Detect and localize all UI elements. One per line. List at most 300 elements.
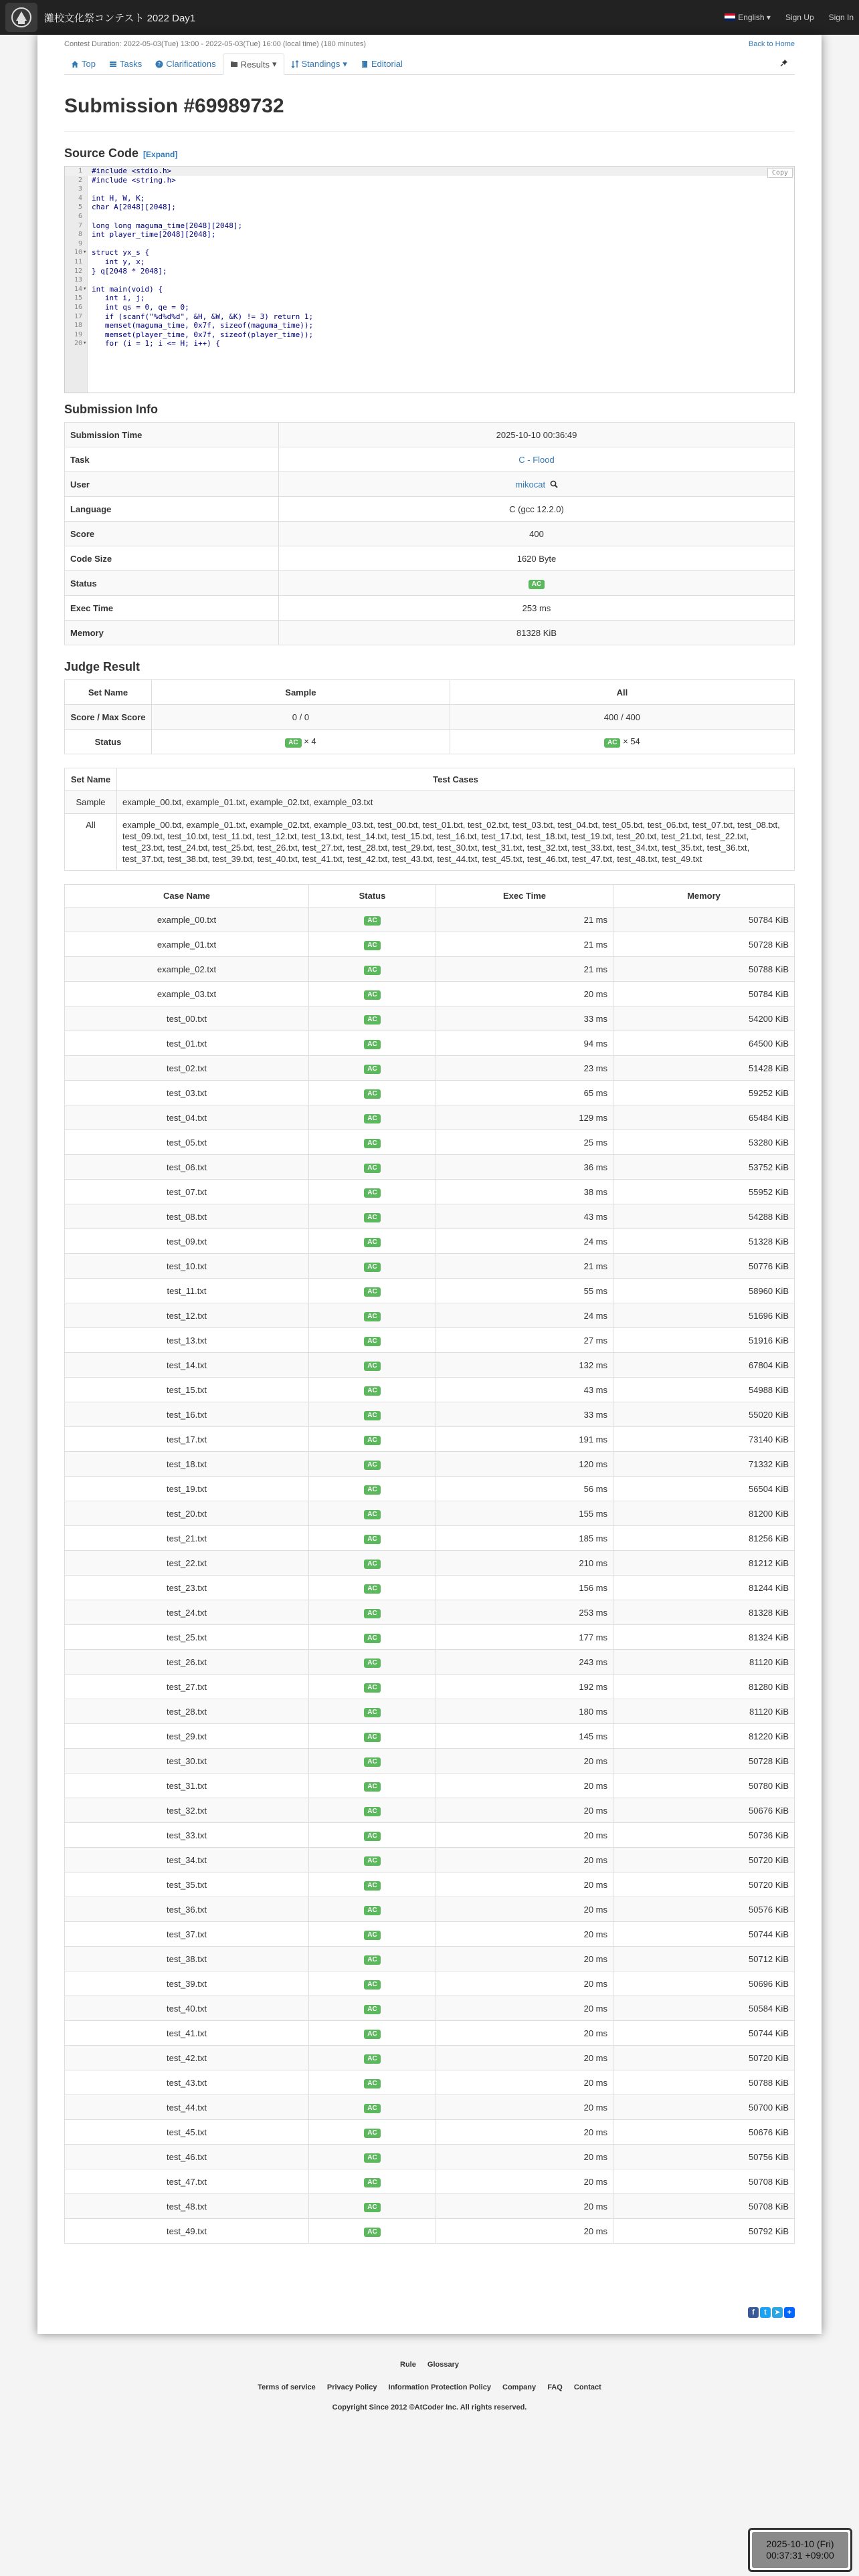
line-number: 20 [74, 340, 82, 348]
case-memory: 50676 KiB [613, 1798, 795, 1823]
table-row [65, 423, 795, 447]
table-row [65, 2219, 795, 2244]
table-row [65, 791, 795, 814]
sample-ac-count: × 4 [304, 736, 316, 746]
table-row [65, 1105, 795, 1130]
status-badge: AC [364, 2005, 380, 2014]
code-text: int player_time[2048][2048]; [92, 230, 216, 239]
atcoder-logo[interactable] [5, 3, 37, 32]
case-name: test_10.txt [65, 1254, 309, 1279]
case-name: test_47.txt [65, 2169, 309, 2194]
book-icon [361, 60, 369, 68]
case-name: test_23.txt [65, 1576, 309, 1600]
case-status-cell [309, 2095, 436, 2120]
case-memory: 67804 KiB [613, 1353, 795, 1378]
case-exec-time: 20 ms [436, 1749, 613, 1774]
case-status-cell [309, 907, 436, 932]
code-line [65, 294, 794, 303]
case-memory: 50728 KiB [613, 1749, 795, 1774]
case-status-cell [309, 1724, 436, 1749]
case-exec-time: 20 ms [436, 1947, 613, 1971]
code-line [65, 330, 794, 340]
task-link[interactable]: C - Flood [518, 454, 555, 465]
case-name: test_29.txt [65, 1724, 309, 1749]
score-row-label: Score / Max Score [65, 705, 152, 730]
code-text: long long maguma_time[2048][2048]; [92, 221, 243, 230]
case-name: test_11.txt [65, 1279, 309, 1303]
case-exec-time: 129 ms [436, 1105, 613, 1130]
case-status-cell [309, 2219, 436, 2244]
case-name: test_03.txt [65, 1081, 309, 1105]
case-name: test_35.txt [65, 1872, 309, 1897]
case-memory: 53280 KiB [613, 1130, 795, 1155]
status-badge: AC [364, 2054, 380, 2064]
sign-up-link[interactable]: Sign Up [785, 13, 814, 22]
table-row [65, 1749, 795, 1774]
case-name: example_01.txt [65, 932, 309, 957]
case-exec-time: 20 ms [436, 2194, 613, 2219]
status-badge: AC [364, 1832, 380, 1841]
case-name-header: Case Name [65, 885, 309, 907]
status-badge: AC [364, 1312, 380, 1321]
case-name: test_37.txt [65, 1922, 309, 1947]
sample-set-name: Sample [65, 791, 117, 814]
table-row [65, 2046, 795, 2070]
facebook-icon[interactable]: f [748, 2307, 759, 2318]
case-exec-time: 20 ms [436, 1897, 613, 1922]
status-badge: AC [529, 580, 545, 589]
judge-result-heading: Judge Result [64, 660, 140, 673]
case-name: test_46.txt [65, 2145, 309, 2169]
code-text: } q[2048 * 2048]; [92, 266, 167, 276]
share-plus-icon[interactable]: + [784, 2307, 795, 2318]
clock-date: 2025-10-10 (Fri) [766, 2539, 834, 2549]
status-header: Status [309, 885, 436, 907]
contest-title[interactable]: 灘校文化祭コンテスト 2022 Day1 [44, 12, 196, 24]
status-badge: AC [364, 1634, 380, 1643]
copy-button[interactable]: Copy [767, 168, 793, 178]
case-exec-time: 36 ms [436, 1155, 613, 1180]
sort-icon [291, 60, 299, 68]
line-number: 15 [74, 294, 82, 302]
case-results-table [64, 884, 795, 2244]
case-exec-time: 20 ms [436, 2095, 613, 2120]
set-name-header: Set Name [65, 768, 117, 791]
fold-arrow-icon[interactable]: ▾ [83, 249, 87, 256]
table-row [65, 1774, 795, 1798]
tab-top[interactable] [64, 53, 102, 75]
case-exec-time: 253 ms [436, 1600, 613, 1625]
case-status-cell [309, 1303, 436, 1328]
case-status-cell [309, 2145, 436, 2169]
case-exec-time: 156 ms [436, 1576, 613, 1600]
table-row [65, 1081, 795, 1105]
case-exec-time: 20 ms [436, 2070, 613, 2095]
tab-editorial-label: Editorial [371, 59, 403, 69]
telegram-icon[interactable]: ➤ [772, 2307, 783, 2318]
list-icon [109, 60, 117, 68]
code-text: int H, W, K; [92, 193, 145, 203]
case-memory: 50788 KiB [613, 2070, 795, 2095]
footer-privacy-link[interactable]: Privacy Policy [326, 2383, 377, 2391]
case-memory: 50744 KiB [613, 1922, 795, 1947]
line-number: 17 [74, 312, 82, 320]
table-row [65, 2021, 795, 2046]
case-status-cell [309, 2021, 436, 2046]
case-name: test_04.txt [65, 1105, 309, 1130]
table-row [65, 1130, 795, 1155]
contest-nav-tabs [64, 53, 795, 75]
case-exec-time: 192 ms [436, 1675, 613, 1699]
sample-case-list: example_00.txt, example_01.txt, example_02.txt, example_03.txt [117, 791, 795, 814]
source-code-editor[interactable] [64, 166, 795, 393]
case-memory: 50720 KiB [613, 1872, 795, 1897]
case-name: test_32.txt [65, 1798, 309, 1823]
code-size-label: Code Size [65, 546, 279, 571]
case-memory: 50784 KiB [613, 907, 795, 932]
memory-header: Memory [613, 885, 795, 907]
case-status-cell [309, 1600, 436, 1625]
twitter-icon[interactable]: t [760, 2307, 771, 2318]
case-exec-time: 43 ms [436, 1204, 613, 1229]
case-exec-time: 20 ms [436, 2219, 613, 2244]
case-memory: 50576 KiB [613, 1897, 795, 1922]
code-text: for (i = 1; i <= H; i++) { [92, 339, 221, 348]
case-name: test_36.txt [65, 1897, 309, 1922]
case-status-cell [309, 1105, 436, 1130]
caret-down-icon: ▾ [343, 58, 347, 69]
status-badge: AC [364, 2129, 380, 2138]
case-exec-time: 243 ms [436, 1650, 613, 1675]
all-ac-count: × 54 [623, 736, 640, 746]
case-name: test_15.txt [65, 1378, 309, 1402]
case-status-cell [309, 1378, 436, 1402]
case-exec-time: 177 ms [436, 1625, 613, 1650]
status-badge: AC [364, 1436, 380, 1445]
case-memory: 50696 KiB [613, 1971, 795, 1996]
case-memory: 54988 KiB [613, 1378, 795, 1402]
case-name: test_24.txt [65, 1600, 309, 1625]
status-badge: AC [364, 1089, 380, 1099]
status-badge: AC [364, 990, 380, 1000]
status-badge: AC [364, 1931, 380, 1940]
table-row [65, 1823, 795, 1848]
sample-header: Sample [152, 680, 450, 705]
case-exec-time: 21 ms [436, 1254, 613, 1279]
footer-company-link[interactable]: Company [502, 2383, 537, 2391]
code-text: int qs = 0, qe = 0; [92, 302, 189, 312]
footer-faq-link[interactable]: FAQ [547, 2383, 563, 2391]
status-badge: AC [364, 1411, 380, 1420]
score-value: 400 [279, 522, 795, 546]
tab-standings-label: Standings [301, 59, 341, 69]
sign-in-link[interactable]: Sign In [828, 13, 854, 22]
status-badge: AC [364, 1658, 380, 1668]
table-row [65, 1922, 795, 1947]
status-label: Status [65, 571, 279, 596]
case-status-cell [309, 1922, 436, 1947]
test-case-sets-table [64, 768, 795, 871]
table-row [65, 1996, 795, 2021]
case-name: test_20.txt [65, 1501, 309, 1526]
table-row [65, 1378, 795, 1402]
table-row [65, 1501, 795, 1526]
case-name: example_03.txt [65, 982, 309, 1006]
status-badge: AC [364, 1485, 380, 1495]
table-row [65, 1452, 795, 1477]
pin-icon [780, 59, 788, 67]
status-badge: AC [364, 1114, 380, 1123]
case-status-cell [309, 1204, 436, 1229]
case-name: test_08.txt [65, 1204, 309, 1229]
case-name: test_41.txt [65, 2021, 309, 2046]
case-memory: 50700 KiB [613, 2095, 795, 2120]
case-memory: 51916 KiB [613, 1328, 795, 1353]
back-to-home-link[interactable]: Back to Home [748, 40, 795, 48]
case-name: test_05.txt [65, 1130, 309, 1155]
case-status-cell [309, 1477, 436, 1501]
tab-standings[interactable] [284, 53, 354, 75]
table-row [65, 982, 795, 1006]
code-line [65, 176, 794, 185]
case-name: test_14.txt [65, 1353, 309, 1378]
case-memory: 50776 KiB [613, 1254, 795, 1279]
case-status-cell [309, 1947, 436, 1971]
tab-results[interactable] [223, 53, 284, 75]
case-name: test_07.txt [65, 1180, 309, 1204]
case-status-cell [309, 1897, 436, 1922]
score-label: Score [65, 522, 279, 546]
case-exec-time: 21 ms [436, 957, 613, 982]
case-memory: 54200 KiB [613, 1006, 795, 1031]
line-number: 2 [78, 176, 82, 184]
status-badge: AC [364, 2203, 380, 2212]
exec-time-value: 253 ms [279, 596, 795, 621]
case-status-cell [309, 957, 436, 982]
home-icon [71, 60, 79, 68]
line-number: 5 [78, 203, 82, 211]
code-line [65, 185, 794, 194]
code-text: #include <string.h> [92, 175, 176, 185]
tab-clarifications[interactable] [149, 53, 222, 75]
uk-flag-icon [725, 13, 735, 21]
table-row [65, 1872, 795, 1897]
table-row [65, 1031, 795, 1056]
source-code-heading [64, 146, 795, 160]
case-exec-time: 20 ms [436, 1996, 613, 2021]
judge-result-table [64, 679, 795, 754]
case-memory: 81256 KiB [613, 1526, 795, 1551]
case-status-cell [309, 1699, 436, 1724]
status-badge: AC [364, 916, 380, 926]
code-text: memset(player_time, 0x7f, sizeof(player_time)); [92, 330, 314, 339]
search-icon[interactable] [550, 480, 558, 488]
table-row [65, 2169, 795, 2194]
line-number: 7 [78, 221, 82, 229]
line-number: 9 [78, 239, 82, 247]
status-badge: AC [364, 1906, 380, 1915]
footer [0, 2361, 859, 2411]
case-memory: 73140 KiB [613, 1427, 795, 1452]
case-status-cell [309, 1996, 436, 2021]
case-status-cell [309, 2194, 436, 2219]
table-row [65, 1056, 795, 1081]
case-exec-time: 20 ms [436, 1922, 613, 1947]
status-badge: AC [364, 1584, 380, 1594]
table-row [65, 1625, 795, 1650]
user-link[interactable]: mikocat [515, 479, 546, 490]
case-memory: 50756 KiB [613, 2145, 795, 2169]
code-text: if (scanf("%d%d%d", &H, &W, &K) != 3) return 1; [92, 312, 314, 321]
code-line [65, 285, 794, 294]
expand-link[interactable]: [Expand] [143, 150, 178, 159]
case-exec-time: 20 ms [436, 1823, 613, 1848]
status-badge: AC [364, 1683, 380, 1693]
case-status-cell [309, 1971, 436, 1996]
case-exec-time: 20 ms [436, 982, 613, 1006]
case-exec-time: 33 ms [436, 1402, 613, 1427]
tab-results-label: Results [240, 59, 270, 70]
case-status-cell [309, 1056, 436, 1081]
fold-arrow-icon[interactable]: ▾ [83, 340, 87, 347]
code-text: int main(void) { [92, 284, 163, 294]
case-name: test_49.txt [65, 2219, 309, 2244]
tab-editorial[interactable] [354, 53, 409, 75]
footer-rule-link[interactable]: Rule [400, 2361, 416, 2369]
fold-arrow-icon[interactable]: ▾ [83, 285, 87, 292]
line-number: 12 [74, 267, 82, 275]
line-number: 19 [74, 330, 82, 338]
table-row [65, 1229, 795, 1254]
case-status-cell [309, 1551, 436, 1576]
case-status-cell [309, 1501, 436, 1526]
exec-time-header: Exec Time [436, 885, 613, 907]
case-status-cell [309, 1328, 436, 1353]
status-badge: AC [364, 1213, 380, 1222]
code-line [65, 321, 794, 330]
exec-time-label: Exec Time [65, 596, 279, 621]
case-status-cell [309, 2120, 436, 2145]
footer-ipp-link[interactable]: Information Protection Policy [388, 2383, 491, 2391]
code-lines [65, 167, 794, 348]
status-badge: AC [364, 1560, 380, 1569]
code-line [65, 194, 794, 203]
case-status-cell [309, 1798, 436, 1823]
pin-button[interactable] [773, 59, 795, 69]
footer-glossary-link[interactable]: Glossary [427, 2361, 459, 2369]
status-badge: AC [364, 1881, 380, 1891]
fixed-clock [748, 2528, 852, 2572]
case-status-cell [309, 1081, 436, 1105]
case-exec-time: 210 ms [436, 1551, 613, 1576]
case-exec-time: 38 ms [436, 1180, 613, 1204]
code-text: int i, j; [92, 294, 145, 303]
case-memory: 50788 KiB [613, 957, 795, 982]
table-row [65, 907, 795, 932]
table-row [65, 1551, 795, 1576]
table-row [65, 1947, 795, 1971]
case-exec-time: 65 ms [436, 1081, 613, 1105]
case-exec-time: 20 ms [436, 1872, 613, 1897]
case-name: test_43.txt [65, 2070, 309, 2095]
case-status-cell [309, 2169, 436, 2194]
case-status-cell [309, 1180, 436, 1204]
folder-icon [230, 60, 238, 68]
tab-clarifications-label: Clarifications [166, 59, 216, 69]
clock-time: 00:37:31 +09:00 [766, 2550, 834, 2561]
case-memory: 59252 KiB [613, 1081, 795, 1105]
code-text: struct yx_s { [92, 248, 150, 257]
case-name: test_48.txt [65, 2194, 309, 2219]
case-status-cell [309, 1155, 436, 1180]
table-header-row [65, 885, 795, 907]
code-line [65, 230, 794, 239]
status-badge: AC [364, 1609, 380, 1618]
case-memory: 50744 KiB [613, 2021, 795, 2046]
table-row [65, 571, 795, 596]
language-dropdown[interactable]: English ▾ [725, 13, 771, 22]
table-row [65, 596, 795, 621]
status-badge: AC [364, 1510, 380, 1519]
tab-tasks[interactable] [102, 53, 149, 75]
case-status-cell [309, 1254, 436, 1279]
case-memory: 81220 KiB [613, 1724, 795, 1749]
footer-terms-link[interactable]: Terms of service [258, 2383, 316, 2391]
status-badge: AC [364, 1535, 380, 1544]
status-badge: AC [364, 1980, 380, 1990]
case-exec-time: 20 ms [436, 2169, 613, 2194]
table-row [65, 1650, 795, 1675]
table-row [65, 1427, 795, 1452]
case-memory: 81280 KiB [613, 1675, 795, 1699]
table-row [65, 705, 795, 730]
status-badge: AC [364, 1708, 380, 1717]
footer-contact-link[interactable]: Contact [573, 2383, 601, 2391]
case-status-cell [309, 932, 436, 957]
case-status-cell [309, 1402, 436, 1427]
case-status-cell [309, 1229, 436, 1254]
case-memory: 50708 KiB [613, 2194, 795, 2219]
table-row [65, 2070, 795, 2095]
status-badge: AC [364, 1955, 380, 1965]
table-row [65, 1848, 795, 1872]
code-text: #include <stdio.h> [92, 167, 172, 175]
case-status-cell [309, 1576, 436, 1600]
table-row [65, 957, 795, 982]
tab-top-label: Top [82, 59, 96, 69]
task-label: Task [65, 447, 279, 472]
sample-score: 0 / 0 [152, 705, 450, 730]
table-row [65, 730, 795, 754]
code-line [65, 303, 794, 312]
case-exec-time: 120 ms [436, 1452, 613, 1477]
share-buttons [748, 2307, 795, 2318]
table-row [65, 1254, 795, 1279]
main-container [37, 35, 822, 2334]
status-badge: AC [364, 1287, 380, 1297]
status-badge: AC [364, 1040, 380, 1049]
contest-duration: Contest Duration: 2022-05-03(Tue) 13:00 - 2022-05-03(Tue) 16:00 (local time) (180 minutes) [64, 40, 367, 48]
case-name: test_21.txt [65, 1526, 309, 1551]
status-badge: AC [364, 1757, 380, 1767]
case-status-cell [309, 1872, 436, 1897]
code-line [65, 203, 794, 212]
case-name: test_02.txt [65, 1056, 309, 1081]
case-name: test_09.txt [65, 1229, 309, 1254]
table-row [65, 1303, 795, 1328]
case-status-cell [309, 1031, 436, 1056]
case-memory: 65484 KiB [613, 1105, 795, 1130]
